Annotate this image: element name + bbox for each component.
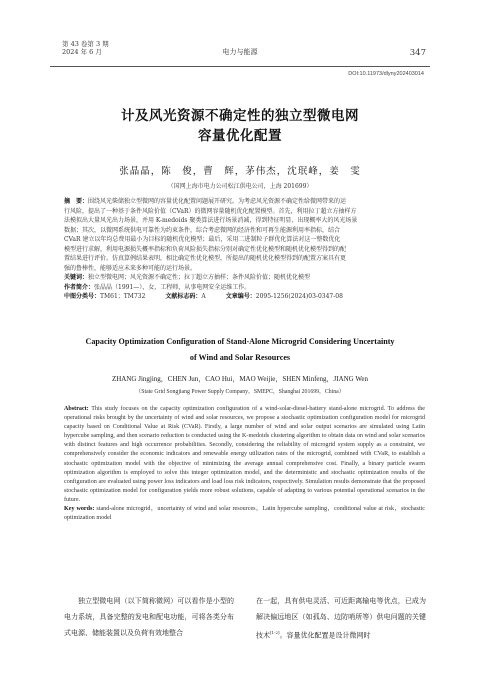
abstract-cn-line: 置结果进行评价。仿真算例结果表明，相比确定性优化模型，所提出的随机优化模型得到的配置方案具有更 [64,255,347,263]
doi: DOI:10.11973/dlyny202403014 [348,71,424,77]
journal-name: 电力与能源 [222,48,258,56]
body-col2-tail: 。容量优化配置是设计微网时 [279,631,371,640]
article-no-value: 2095-1256(2024)03-0347-08 [255,293,343,301]
abstract-chinese [64,197,424,302]
keywords-en-text: stand-alone microgrid，uncertainty of wind and solar resources，Latin hypercube sampling，conditional value at risk，stochastic optimization model [64,506,425,522]
abstract-cn-line: 法模拟出大量风光出力场景，并用 K-medoids 聚类算法进行场景消减，得到特征明显、出现概率大的风光场景 [64,217,358,225]
title-cn-line-2: 容量优化配置 [198,128,282,144]
abstract-cn-label: 摘 要： [64,198,89,205]
abstract-cn-line: 行风险，提出了一种基于条件风险价值（CVaR）的微网容量随机优化配置模型。首先，利用拉丁超立方抽样方 [64,207,357,215]
body-col2-text: 在一起，具有供电灵活、可近距离输电等优点，已成为解决偏远地区（如孤岛、边防哨所等）供电问题的关键技术 [256,597,426,640]
classification-row [64,292,424,302]
affiliation-chinese: （国网上海市电力公司松江供电公司，上海 201699） [167,183,313,190]
affiliation-english: （State Grid Songjiang Power Supply Company，SMEPC，Shanghai 201699，China） [135,389,345,395]
abstract-cn-line: CVaR 建立以年均总费用最小为目标的随机优化模型；最后，采用二进制粒子群优化算法对这一整数优化 [64,236,341,244]
doc-code-value: A [201,293,206,301]
clc-label: 中图分类号： [64,293,101,301]
abstract-english [64,405,425,523]
title-en-line-2: of Wind and Solar Resources [189,353,291,362]
abstract-en-text: This study focuses on the capacity optimization configuration of a wind-solar-diesel-battery stand-alone microgrid. To address the operational risks brought by the uncertainty of wind and solar resources, we propose a stochastic optimization configuration model for microgrid capacity based on Conditional Value at Risk (CVaR). Firstly, a large number of wind and solar output scenarios are simulated using Latin hypercube sampling, and then scenario reduction is conducted using the K-medoids clustering algorithm to obtain data on wind and solar scenarios with distinct features and high occurrence probabilities. Secondly, considering the reliability of microgrid system supply as a constraint, we comprehensively consider the economic indicators and renewable energy utilization rates of the microgrid, combined with CVaR, to establish a stochastic optimization model with the objective of minimizing the average annual comprehensive cost. Finally, a binary particle swarm optimization algorithm is employed to solve this integer optimization model, and the deterministic and stochastic optimization results of the configuration are evaluated using power loss indicators and load loss risk indicators, respectively. Simulation results demonstrate that the proposed stochastic optimization model for configuration yields more robust solutions, capable of adapting to various potential operational scenarios in the future. [64,406,426,503]
authors-english: ZHANG Jingjing，CHEN Jun，CAO Hui，MAO Weijie，SHEN Minfeng，JIANG Wen [111,375,369,383]
author-intro [64,283,424,293]
citation-ref: [1-2] [270,630,280,635]
abstract-cn-line [64,197,424,207]
author-intro-label: 作者简介： [64,283,95,291]
keywords-english [64,505,425,523]
issue-date: 2024 年 6 月 [62,48,102,56]
abstract-cn-line: 强的鲁棒性，能够适应未来多种可能的运行场景。 [64,264,197,272]
authors-chinese: 张晶晶，陈 俊，曹 辉，茅伟杰，沈珉峰，姜 雯 [119,166,361,177]
clc-value: TM61；TM732 [100,293,146,301]
title-chinese [0,106,480,146]
author-intro-text: 张晶晶（1991—），女，工程师，从事电网安全运维工作。 [94,283,251,291]
abstract-cn-line: 数据；其次，以微网系统供电可靠性为约束条件，综合考虑微网的经济性和可再生能源利用率指标，结合 [64,226,341,234]
abstract-en-label: Abstract: [64,406,89,412]
page-number: 347 [409,48,426,58]
keywords-chinese [64,273,424,283]
title-english [40,334,440,366]
abstract-cn-text: 围绕风光柴储独立型微网的容量优化配置问题展开研究。为考虑风光资源不确定性给微网带来的运 [88,198,347,205]
keywords-en-label: Key words: [64,506,95,513]
running-header [50,40,430,67]
doc-code-label: 文献标志码： [165,293,202,301]
title-cn-line-1: 计及风光资源不确定性的独立型微电网 [121,108,359,124]
abstract-en-paragraph [64,405,425,505]
keywords-cn-label: 关键词： [64,274,89,282]
abstract-cn-line: 模型进行求解，利用电源损失概率指标和负荷风险损失指标分别对确定性优化模型和随机优化模型得到的配 [64,245,347,253]
article-no-label: 文章编号： [225,293,256,301]
keywords-cn-text: 独立型微电网；风光资源不确定性；拉丁超立方抽样；条件风险价值；随机优化模型 [88,274,311,282]
body-column-left: 独立型微电网（以下简称微网）可以看作是小型的电力系统，具备完整的发电和配电功能，可将各类分布式电源、储能装置以及负荷有效地整合 [64,597,234,637]
volume-issue: 第 43 卷第 3 期 [62,40,109,48]
body-column-right [256,593,426,643]
title-en-line-1: Capacity Optimization Configuration of Stand-Alone Microgrid Considering Uncertainty [85,337,395,346]
